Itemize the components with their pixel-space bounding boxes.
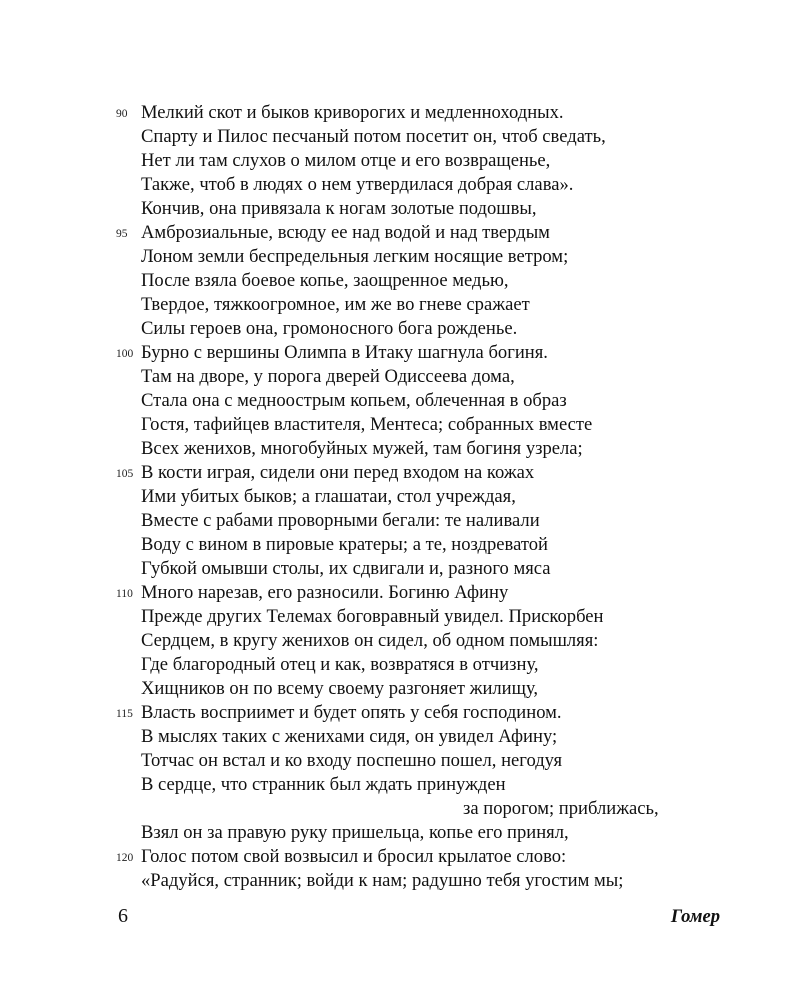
line-number: 120: [116, 852, 134, 864]
poem-text: [116, 101, 736, 893]
verse-line-text: Власть восприимет и будет опять у себя господином.: [141, 702, 562, 723]
verse-line-text: Взял он за правую руку пришельца, копье его принял,: [141, 822, 569, 843]
verse-line-text: Вместе с рабами проворными бегали: те наливали: [141, 510, 540, 531]
verse-line: [116, 821, 736, 845]
line-number: 115: [116, 708, 133, 720]
verse-line: [116, 389, 736, 413]
verse-line: [116, 269, 736, 293]
verse-line: [116, 509, 736, 533]
verse-line-text: Сердцем, в кругу женихов он сидел, об одном помышляя:: [141, 630, 599, 651]
verse-line: [116, 557, 736, 581]
verse-line: [116, 485, 736, 509]
verse-line: [116, 653, 736, 677]
verse-line-text: Много нарезав, его разносили. Богиню Афину: [141, 582, 509, 603]
verse-line-text: за порогом; приближась,: [463, 798, 659, 819]
verse-line: [116, 677, 736, 701]
verse-line-text: Нет ли там слухов о милом отце и его возвращенье,: [141, 150, 551, 171]
verse-line-text: Лоном земли беспредельныя легким носящие ветром;: [141, 246, 569, 267]
verse-line: [116, 629, 736, 653]
verse-line: [116, 581, 736, 605]
verse-line-text: Там на дворе, у порога дверей Одиссеева дома,: [141, 366, 515, 387]
verse-line: [116, 365, 736, 389]
line-number: 95: [116, 228, 128, 240]
running-footer-author: Гомер: [670, 906, 720, 927]
verse-line: [116, 797, 736, 821]
line-number: 100: [116, 348, 134, 360]
verse-line: [116, 173, 736, 197]
verse-line: [116, 749, 736, 773]
verse-line-text: Стала она с медноострым копьем, облеченная в образ: [141, 390, 567, 411]
verse-line: [116, 773, 736, 797]
verse-line-text: Хищников он по всему своему разгоняет жилищу,: [141, 678, 539, 699]
verse-line: [116, 845, 736, 869]
verse-line: [116, 701, 736, 725]
verse-line-text: Всех женихов, многобуйных мужей, там богиня узрела;: [141, 438, 583, 459]
verse-line: [116, 533, 736, 557]
verse-line: [116, 461, 736, 485]
verse-line: [116, 317, 736, 341]
line-number: 90: [116, 108, 128, 120]
verse-line-text: Мелкий скот и быков криворогих и медленноходных.: [141, 102, 564, 123]
verse-line-text: В мыслях таких с женихами сидя, он увидел Афину;: [141, 726, 558, 747]
verse-line-text: Гостя, тафийцев властителя, Ментеса; собранных вместе: [141, 414, 593, 435]
verse-line: [116, 869, 736, 893]
verse-line: [116, 125, 736, 149]
verse-line-text: В сердце, что странник был ждать принужден: [141, 774, 506, 795]
verse-line-text: После взяла боевое копье, заощренное медью,: [141, 270, 509, 291]
verse-line-text: Где благородный отец и как, возвратяся в отчизну,: [141, 654, 539, 675]
verse-line-text: Воду с вином в пировые кратеры; а те, ноздреватой: [141, 534, 548, 555]
verse-line: [116, 221, 736, 245]
verse-line-text: Спарту и Пилос песчаный потом посетит он, чтоб сведать,: [141, 126, 606, 147]
verse-line: [116, 149, 736, 173]
verse-line: [116, 725, 736, 749]
verse-line: [116, 197, 736, 221]
verse-line: [116, 101, 736, 125]
verse-line-text: Голос потом свой возвысил и бросил крылатое слово:: [141, 846, 567, 867]
verse-line-text: Кончив, она привязала к ногам золотые подошвы,: [141, 198, 537, 219]
verse-line-text: Бурно с вершины Олимпа в Итаку шагнула богиня.: [141, 342, 548, 363]
page-number: 6: [118, 905, 128, 927]
verse-line: [116, 413, 736, 437]
verse-line-text: В кости играя, сидели они перед входом на кожах: [141, 462, 535, 483]
line-number: 105: [116, 468, 134, 480]
verse-line: [116, 605, 736, 629]
verse-line-text: Тотчас он встал и ко входу поспешно пошел, негодуя: [141, 750, 563, 771]
verse-line-text: Силы героев она, громоносного бога рожденье.: [141, 318, 518, 339]
verse-line-text: Также, чтоб в людях о нем утвердилася добрая слава».: [141, 174, 574, 195]
verse-line: [116, 437, 736, 461]
verse-line-text: Ими убитых быков; а глашатаи, стол учреждая,: [141, 486, 516, 507]
verse-line: [116, 245, 736, 269]
verse-line-text: «Радуйся, странник; войди к нам; радушно тебя угостим мы;: [141, 870, 624, 891]
line-number: 110: [116, 588, 133, 600]
verse-line-text: Амброзиальные, всюду ее над водой и над твердым: [141, 222, 550, 243]
verse-line-text: Прежде других Телемах боговравный увидел. Прискорбен: [141, 606, 604, 627]
verse-line-text: Губкой омывши столы, их сдвигали и, разного мяса: [141, 558, 551, 579]
verse-line: [116, 293, 736, 317]
verse-line-text: Твердое, тяжкоогромное, им же во гневе сражает: [141, 294, 530, 315]
verse-line: [116, 341, 736, 365]
